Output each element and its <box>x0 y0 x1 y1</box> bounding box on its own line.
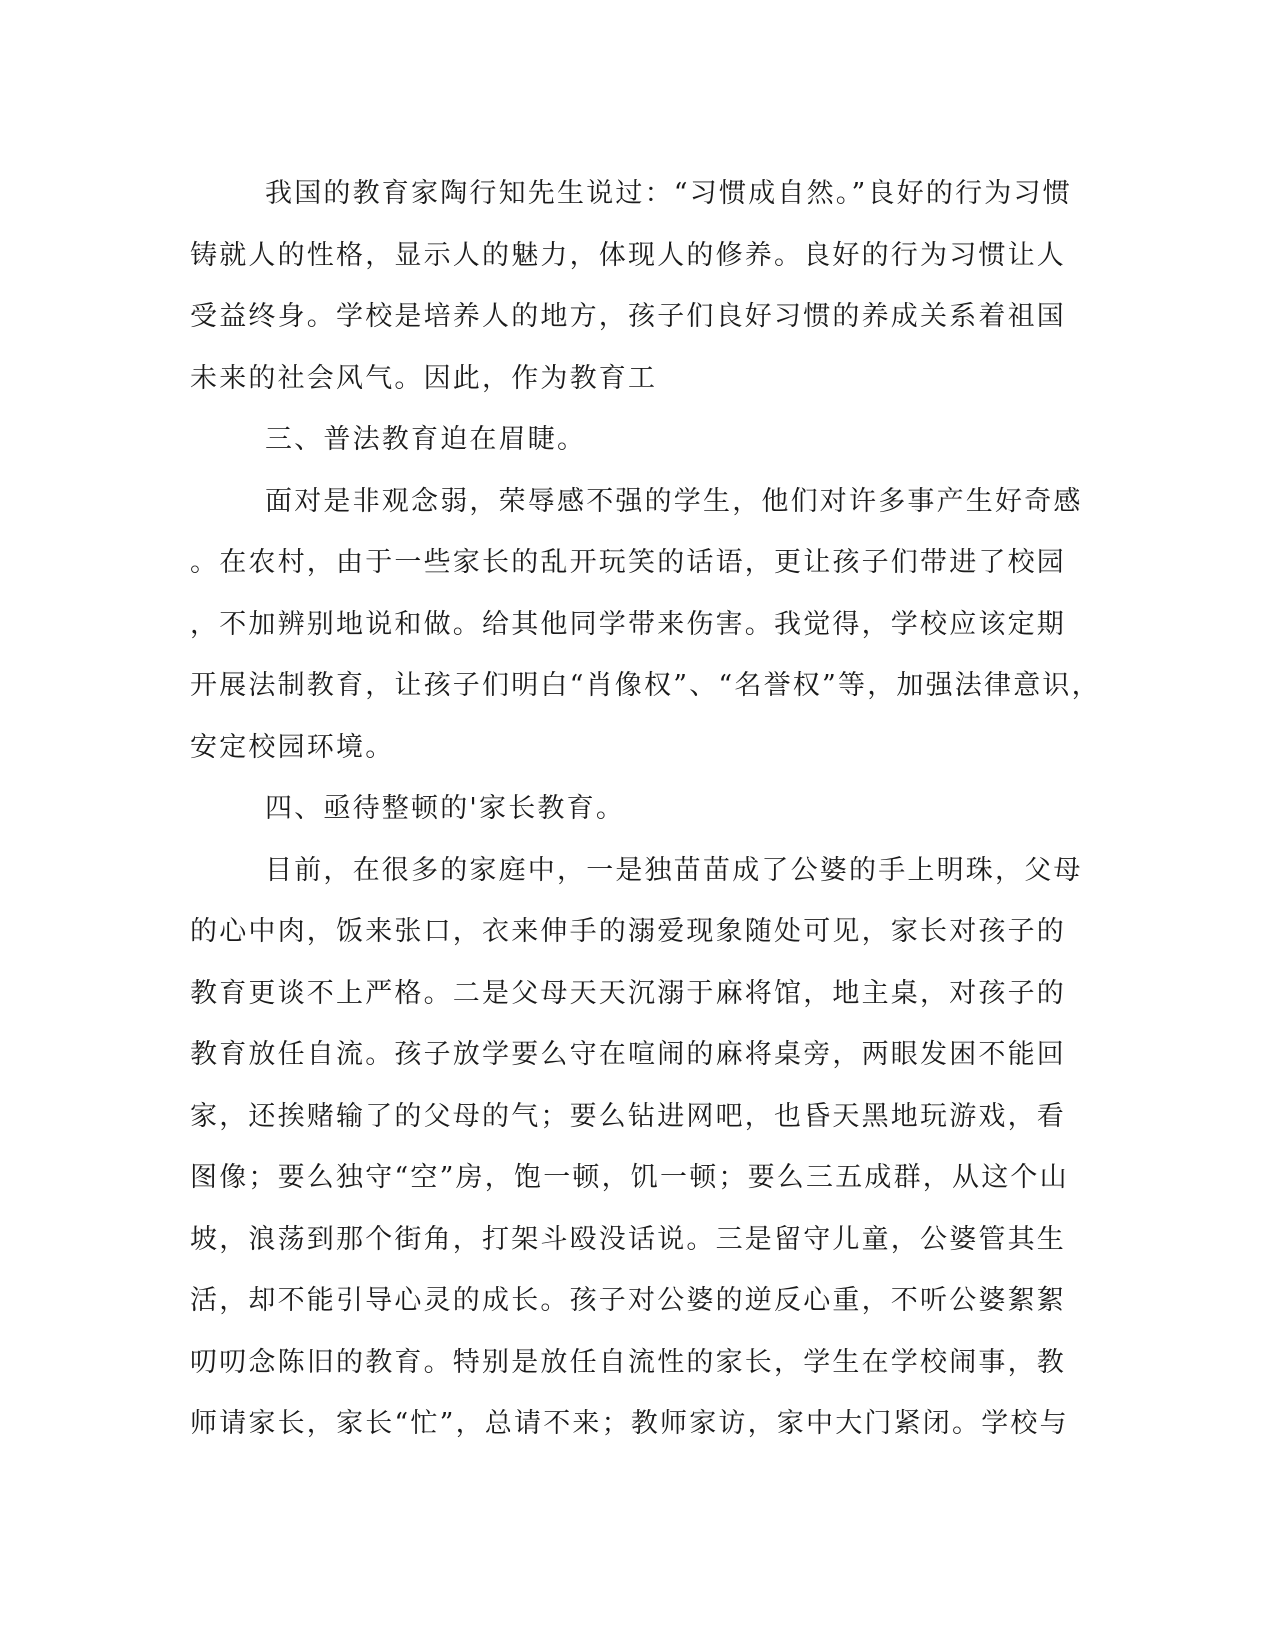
heading-line: 三、普法教育迫在眉睫。 <box>265 424 587 455</box>
text-line: 教育放任自流。孩子放学要么守在喧闹的麻将桌旁，两眼发困不能回 <box>190 1039 1066 1070</box>
text-line: 。在农村，由于一些家长的乱开玩笑的话语，更让孩子们带进了校园 <box>190 547 1066 578</box>
section-heading-three <box>190 409 1090 471</box>
text-line: 图像；要么独守“空”房，饱一顿，饥一顿；要么三五成群，从这个山 <box>190 1162 1069 1193</box>
heading-line: 四、亟待整顿的'家长教育。 <box>265 793 626 824</box>
text-line: 未来的社会风气。因此，作为教育工 <box>190 362 658 394</box>
text-line: 目前，在很多的家庭中，一是独苗苗成了公婆的手上明珠，父母 <box>265 854 1083 886</box>
text-line: 开展法制教育，让孩子们明白“肖像权”、“名誉权”等，加强法律意识， <box>190 670 1101 701</box>
text-line: 受益终身。学校是培养人的地方，孩子们良好习惯的养成关系着祖国 <box>190 301 1066 332</box>
text-line: 叨叨念陈旧的教育。特别是放任自流性的家长，学生在学校闹事，教 <box>190 1346 1066 1378</box>
paragraph-habit <box>190 163 1090 409</box>
text-line: 师请家长，家长“忙”，总请不来；教师家访，家中大门紧闭。学校与 <box>190 1408 1069 1439</box>
text-line: ，不加辨别地说和做。给其他同学带来伤害。我觉得，学校应该定期 <box>190 608 1066 640</box>
text-line: 面对是非观念弱，荣辱感不强的学生，他们对许多事产生好奇感 <box>265 485 1083 517</box>
paragraph-family <box>190 840 1090 1455</box>
text-line: 安定校园环境。 <box>190 731 395 763</box>
text-line: 坡，浪荡到那个街角，打架斗殴没话说。三是留守儿童，公婆管其生 <box>190 1223 1066 1255</box>
text-line: 我国的教育家陶行知先生说过：“习惯成自然。”良好的行为习惯 <box>265 178 1072 209</box>
text-line: 铸就人的性格，显示人的魅力，体现人的修养。良好的行为习惯让人 <box>190 239 1066 271</box>
document-body <box>190 163 1101 1455</box>
text-line: 教育更谈不上严格。二是父母天天沉溺于麻将馆，地主桌，对孩子的 <box>190 977 1066 1009</box>
section-heading-four <box>190 778 1090 840</box>
text-line: 家，还挨赌输了的父母的气；要么钻进网吧，也昏天黑地玩游戏，看 <box>190 1100 1066 1132</box>
text-line: 活，却不能引导心灵的成长。孩子对公婆的逆反心重，不听公婆絮絮 <box>190 1285 1066 1316</box>
text-line: 的心中肉，饭来张口，衣来伸手的溺爱现象随处可见，家长对孩子的 <box>190 916 1066 947</box>
paragraph-law <box>190 471 1101 779</box>
